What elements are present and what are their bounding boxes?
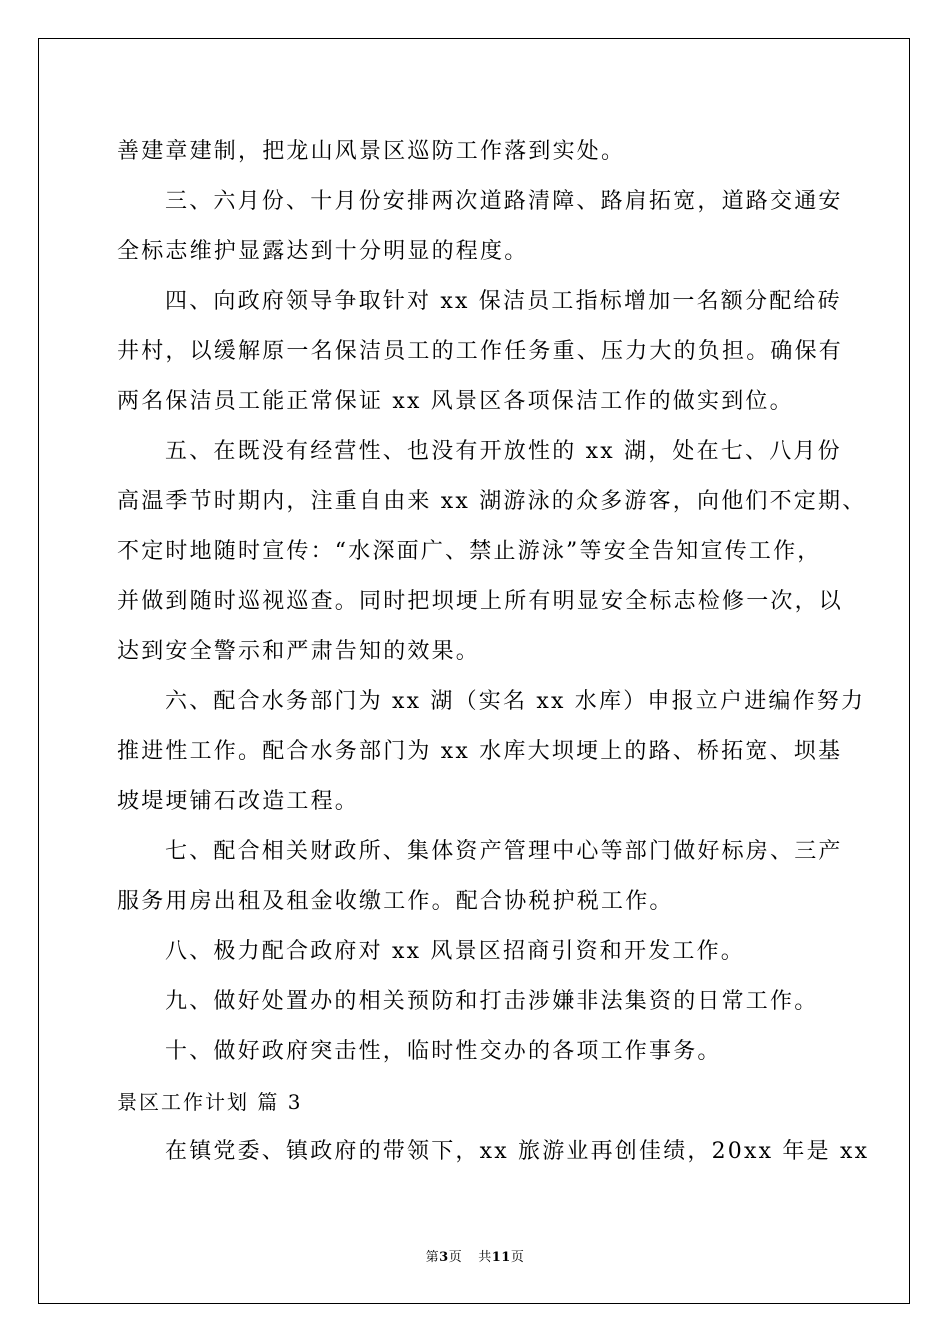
document-body [117, 127, 870, 1177]
text-line: 全标志维护显露达到十分明显的程度。 [117, 239, 529, 264]
page-footer [0, 1246, 950, 1265]
footer-page-current: 3 [439, 1250, 449, 1265]
footer-page-total: 11 [491, 1250, 511, 1265]
text-line: 善建章建制，把龙山风景区巡防工作落到实处。 [117, 139, 626, 164]
text-line: 七、配合相关财政所、集体资产管理中心等部门做好标房、三产 [165, 839, 843, 864]
text-line: 四、向政府领导争取针对 xx 保洁员工指标增加一名额分配给砖 [165, 289, 842, 314]
footer-page-suffix: 页 [448, 1250, 463, 1265]
text-line: 坡堤埂铺石改造工程。 [117, 789, 360, 814]
text-line: 达到安全警示和严肃告知的效果。 [117, 639, 481, 664]
text-line: 高温季节时期内，注重自由来 xx 湖游泳的众多游客，向他们不定期、 [117, 489, 867, 514]
text-line: 十、做好政府突击性，临时性交办的各项工作事务。 [165, 1039, 722, 1064]
text-line: 两名保洁员工能正常保证 xx 风景区各项保洁工作的做实到位。 [117, 389, 794, 414]
text-line: 八、极力配合政府对 xx 风景区招商引资和开发工作。 [165, 939, 746, 964]
footer-total-prefix: 共 [478, 1250, 492, 1265]
text-line: 井村，以缓解原一名保洁员工的工作任务重、压力大的负担。确保有 [117, 339, 844, 364]
text-line: 三、六月份、十月份安排两次道路清障、路肩拓宽，道路交通安 [165, 189, 843, 214]
text-line: 推进性工作。配合水务部门为 xx 水库大坝埂上的路、桥拓宽、坝基 [117, 739, 843, 764]
footer-total-suffix: 页 [510, 1250, 525, 1265]
text-line: 不定时地随时宣传：“水深面广、禁止游泳”等安全告知宣传工作， [117, 539, 822, 564]
text-line: 五、在既没有经营性、也没有开放性的 xx 湖，处在七、八月份 [165, 439, 842, 464]
text-line: 六、配合水务部门为 xx 湖（实名 xx 水库）申报立户进编作努力 [165, 689, 866, 714]
section-heading: 景区工作计划 篇 3 [117, 1090, 303, 1114]
text-line: 并做到随时巡视巡查。同时把坝埂上所有明显安全标志检修一次，以 [117, 589, 844, 614]
text-line: 九、做好处置办的相关预防和打击涉嫌非法集资的日常工作。 [165, 989, 819, 1014]
text-line: 服务用房出租及租金收缴工作。配合协税护税工作。 [117, 889, 674, 914]
text-line: 在镇党委、镇政府的带领下，xx 旅游业再创佳绩，20xx 年是 xx [165, 1139, 870, 1164]
footer-page-prefix: 第 [425, 1250, 440, 1265]
